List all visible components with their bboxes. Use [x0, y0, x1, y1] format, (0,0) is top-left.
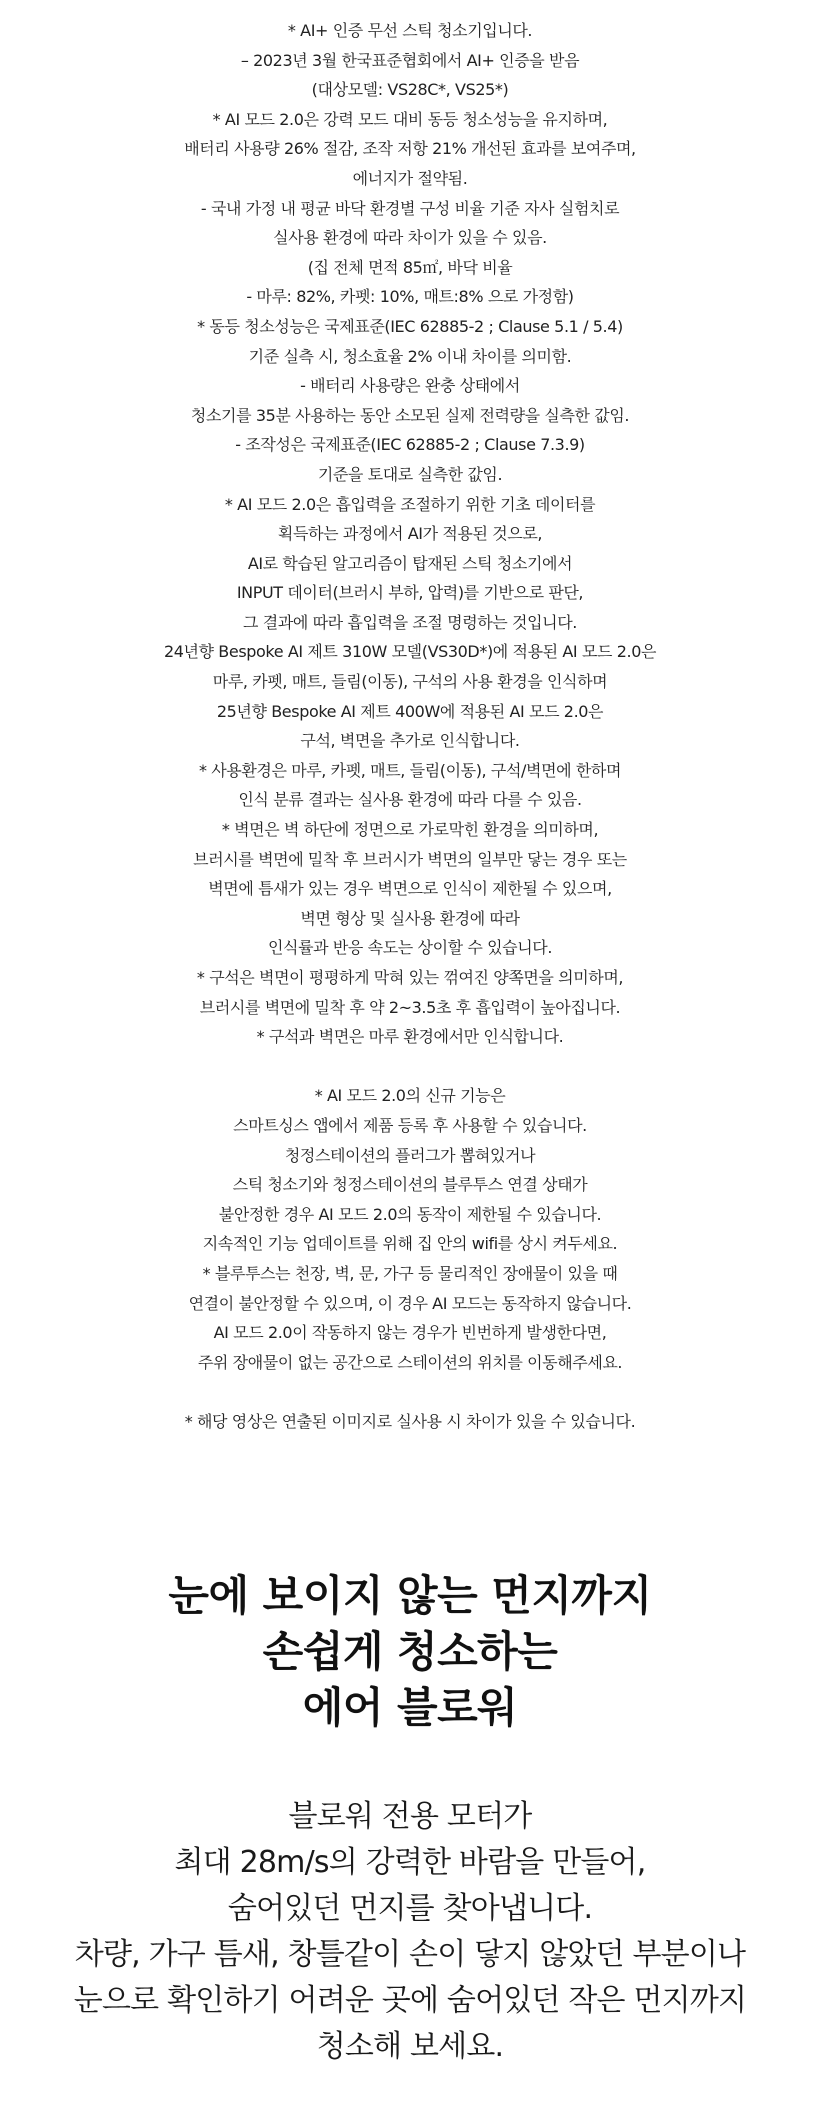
disclaimer-line: 그 결과에 따라 흡입력을 조절 명령하는 것입니다.: [243, 612, 577, 632]
disclaimer-line: 24년향 Bespoke AI 제트 310W 모델(VS30D*)에 적용된 AI 모드 2.0은: [163, 642, 657, 662]
disclaimer-line: * 사용환경은 마루, 카펫, 매트, 들림(이동), 구석/벽면에 한하며: [198, 760, 622, 780]
disclaimer-line: AI 모드 2.0이 작동하지 않는 경우가 빈번하게 발생한다면,: [213, 1323, 607, 1343]
disclaimer-line: * AI+ 인증 무선 스틱 청소기입니다.: [287, 21, 533, 40]
description-line: 눈으로 확인하기 어려운 곳에 숨어있던 작은 먼지까지: [73, 1983, 747, 2018]
disclaimer-line: 불안정한 경우 AI 모드 2.0의 동작이 제한될 수 있습니다.: [218, 1204, 602, 1224]
disclaimer-line: (대상모델: VS28C*, VS25*): [311, 80, 509, 100]
disclaimer-line: 기준 실측 시, 청소효율 2% 이내 차이를 의미함.: [248, 346, 572, 366]
disclaimer-line: 인식률과 반응 속도는 상이할 수 있습니다.: [267, 938, 553, 958]
disclaimer-line: - 국내 가정 내 평균 바닥 환경별 구성 비율 기준 자사 실험치로: [200, 198, 620, 218]
disclaimer-line: 스틱 청소기와 청정스테이션의 블루투스 연결 상태가: [232, 1175, 588, 1195]
description-line: 최대 28m/s의 강력한 바람을 만들어,: [174, 1845, 646, 1880]
disclaimer-line: * 동등 청소성능은 국제표준(IEC 62885-2 ; Clause 5.1 / 5.4): [197, 316, 623, 336]
disclaimer-line: 브러시를 벽면에 밀착 후 약 2~3.5초 후 흡입력이 높아집니다.: [199, 997, 621, 1017]
disclaimer-block-video: [0, 1407, 820, 1437]
disclaimer-line: 벽면에 틈새가 있는 경우 벽면으로 인식이 제한될 수 있으며,: [208, 879, 612, 899]
disclaimer-line: * 블루투스는 천장, 벽, 문, 가구 등 물리적인 장애물이 있을 때: [202, 1263, 618, 1283]
disclaimer-line: 지속적인 기능 업데이트를 위해 집 안의 wifi를 상시 켜두세요.: [202, 1234, 618, 1254]
disclaimer-line: INPUT 데이터(브러시 부하, 압력)를 기반으로 판단,: [236, 583, 584, 603]
description-line: 숨어있던 먼지를 찾아냅니다.: [227, 1891, 593, 1926]
headline-line: 눈에 보이지 않는 먼지까지: [168, 1571, 652, 1620]
disclaimer-line: - 배터리 사용량은 완충 상태에서: [300, 376, 520, 396]
disclaimer-line: 마루, 카펫, 매트, 들림(이동), 구석의 사용 환경을 인식하며: [212, 672, 608, 692]
disclaimer-line: 스마트싱스 앱에서 제품 등록 후 사용할 수 있습니다.: [233, 1115, 587, 1135]
disclaimer-line: * AI 모드 2.0의 신규 기능은: [314, 1086, 506, 1106]
description-line: 청소해 보세요.: [316, 2029, 504, 2064]
headline-line: 에어 블로워: [302, 1683, 518, 1732]
disclaimer-block-ai-mode: [0, 16, 820, 1052]
disclaimer-line: – 2023년 3월 한국표준협회에서 AI+ 인증을 받음: [240, 50, 580, 70]
disclaimer-line: 청정스테이션의 플러그가 뽑혀있거나: [284, 1145, 536, 1165]
disclaimer-line: 연결이 불안정할 수 있으며, 이 경우 AI 모드는 동작하지 않습니다.: [188, 1293, 632, 1313]
description-line: 차량, 가구 틈새, 창틀같이 손이 닿지 않았던 부분이나: [74, 1937, 746, 1972]
disclaimer-line: 청소기를 35분 사용하는 동안 소모된 실제 전력량을 실측한 값임.: [190, 405, 630, 425]
disclaimer-line: * 해당 영상은 연출된 이미지로 실사용 시 차이가 있을 수 있습니다.: [184, 1411, 636, 1431]
disclaimer-line: 인식 분류 결과는 실사용 환경에 따라 다를 수 있음.: [238, 790, 582, 810]
feature-headline: [0, 1568, 820, 1736]
disclaimer-line: 기준을 토대로 실측한 값임.: [317, 464, 503, 484]
disclaimer-line: 벽면 형상 및 실사용 환경에 따라: [300, 908, 520, 928]
disclaimer-line: 브러시를 벽면에 밀착 후 브러시가 벽면의 일부만 닿는 경우 또는: [193, 849, 627, 869]
disclaimer-line: AI로 학습된 알고리즘이 탑재된 스틱 청소기에서: [247, 553, 573, 573]
disclaimer-notes: [0, 16, 820, 1437]
disclaimer-line: 획득하는 과정에서 AI가 적용된 것으로,: [277, 524, 543, 544]
disclaimer-line: 구석, 벽면을 추가로 인식합니다.: [300, 731, 520, 751]
air-blower-feature: [0, 1568, 820, 2070]
disclaimer-line: * 구석과 벽면은 마루 환경에서만 인식합니다.: [256, 1027, 564, 1047]
disclaimer-line: 25년향 Bespoke AI 제트 400W에 적용된 AI 모드 2.0은: [216, 701, 604, 721]
disclaimer-line: 실사용 환경에 따라 차이가 있을 수 있음.: [273, 228, 547, 248]
disclaimer-line: - 마루: 82%, 카펫: 10%, 매트:8% 으로 가정함): [246, 287, 574, 307]
headline-line: 손쉽게 청소하는: [262, 1627, 558, 1676]
disclaimer-line: - 조작성은 국제표준(IEC 62885-2 ; Clause 7.3.9): [235, 435, 585, 455]
disclaimer-line: 에너지가 절약됨.: [352, 168, 468, 188]
disclaimer-line: * 벽면은 벽 하단에 정면으로 가로막힌 환경을 의미하며,: [221, 820, 599, 840]
disclaimer-line: (집 전체 면적 85㎡, 바닥 비율: [307, 257, 513, 277]
spacer: [0, 1052, 820, 1082]
disclaimer-line: 배터리 사용량 26% 절감, 조작 저항 21% 개선된 효과를 보여주며,: [184, 139, 636, 159]
disclaimer-line: 주위 장애물이 없는 공간으로 스테이션의 위치를 이동해주세요.: [197, 1352, 623, 1372]
disclaimer-block-smartthings: [0, 1081, 820, 1377]
disclaimer-line: * AI 모드 2.0은 흡입력을 조절하기 위한 기초 데이터를: [224, 494, 596, 514]
disclaimer-line: * AI 모드 2.0은 강력 모드 대비 동등 청소성능을 유지하며,: [212, 109, 608, 129]
feature-description: [0, 1794, 820, 2070]
spacer: [0, 1377, 820, 1407]
disclaimer-line: * 구석은 벽면이 평평하게 막혀 있는 꺾여진 양쪽면을 의미하며,: [196, 968, 624, 987]
description-line: 블로워 전용 모터가: [288, 1799, 532, 1834]
